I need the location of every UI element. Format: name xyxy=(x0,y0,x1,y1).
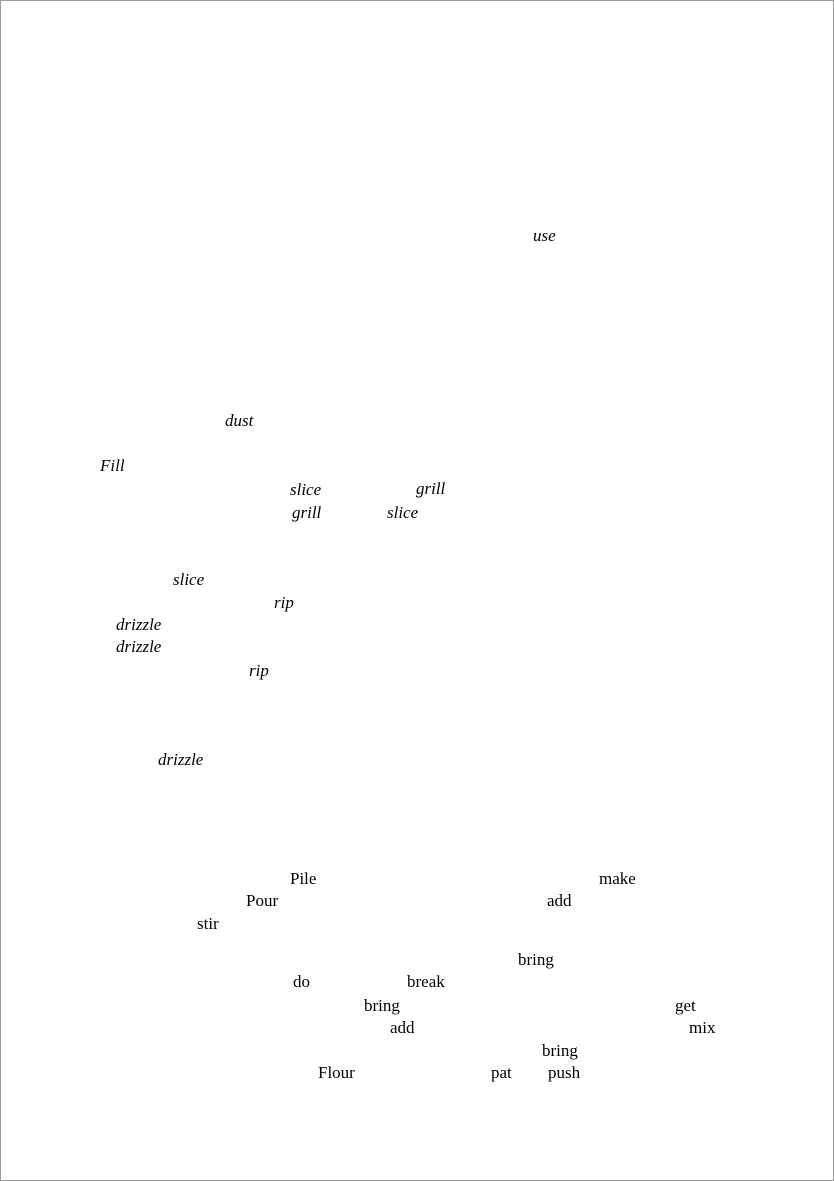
word-flour: Flour xyxy=(318,1063,355,1082)
word-slice: slice xyxy=(173,570,205,589)
word-grill: grill xyxy=(292,503,322,522)
word-do: do xyxy=(293,972,310,991)
word-bring: bring xyxy=(518,950,554,969)
word-push: push xyxy=(548,1063,581,1082)
word-use: use xyxy=(533,226,556,245)
word-grill: grill xyxy=(416,479,446,498)
word-dust: dust xyxy=(225,411,254,430)
word-bring: bring xyxy=(364,996,400,1015)
word-add: add xyxy=(547,891,572,910)
word-drizzle: drizzle xyxy=(158,750,204,769)
word-make: make xyxy=(599,869,636,888)
word-get: get xyxy=(675,996,696,1015)
word-rip: rip xyxy=(274,593,294,612)
word-add: add xyxy=(390,1018,415,1037)
word-rip: rip xyxy=(249,661,269,680)
word-drizzle: drizzle xyxy=(116,637,162,656)
word-fill: Fill xyxy=(100,456,125,475)
word-drizzle: drizzle xyxy=(116,615,162,634)
word-pat: pat xyxy=(491,1063,512,1082)
word-pile: Pile xyxy=(290,869,317,888)
word-break: break xyxy=(407,972,445,991)
word-mix: mix xyxy=(689,1018,716,1037)
word-slice: slice xyxy=(387,503,419,522)
word-slice: slice xyxy=(290,480,322,499)
word-bring: bring xyxy=(542,1041,578,1060)
word-stir: stir xyxy=(197,914,219,933)
word-pour: Pour xyxy=(246,891,279,910)
